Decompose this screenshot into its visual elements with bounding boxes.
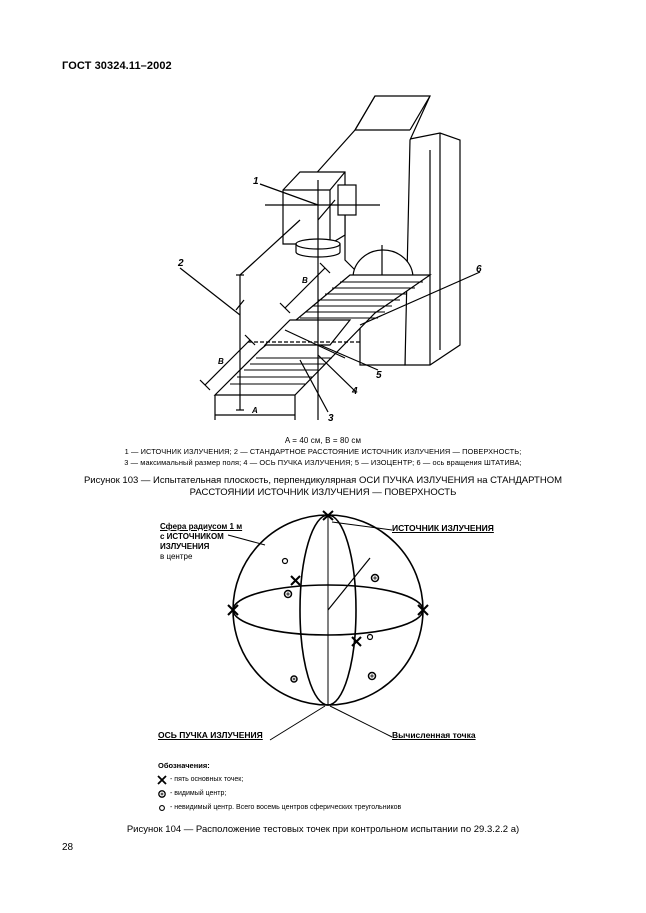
figure-103-legend-line1: 1 — ИСТОЧНИК ИЗЛУЧЕНИЯ; 2 — СТАНДАРТНОЕ РАССТОЯНИЕ ИСТОЧНИК ИЗЛУЧЕНИЯ — ПОВЕРХНОСТЬ;	[124, 447, 522, 456]
dim-b-label-top: B	[302, 276, 308, 285]
callout-4: 4	[352, 386, 358, 397]
dim-a-label: A	[252, 406, 258, 415]
legend-invisible-symbol	[160, 806, 165, 811]
figure-103-caption-line1: Рисунок 103 — Испытательная плоскость, перпендикулярная ОСИ ПУЧКА ИЗЛУЧЕНИЯ на СТАНДАРТНОМ	[83, 475, 563, 486]
label-radiation-source: ИСТОЧНИК ИЗЛУЧЕНИЯ	[392, 523, 494, 533]
legend-item-main-points: - пять основных точек;	[170, 776, 244, 783]
figure-103-legend-line2: 3 — максимальный размер поля; 4 — ОСЬ ПУЧКА ИЗЛУЧЕНИЯ; 5 — ИЗОЦЕНТР; 6 — ось вращения ШТАТИВА;	[124, 458, 522, 467]
callout-6: 6	[476, 264, 482, 275]
sphere-label-line3: ИЗЛУЧЕНИЯ	[160, 542, 210, 551]
sphere-label-block	[160, 522, 242, 562]
main-point-back	[291, 576, 300, 585]
beam-axis-radius	[328, 558, 370, 610]
callout-2: 2	[178, 258, 184, 269]
legend-item-invisible-center: - невидимый центр. Всего восемь центров сферических треугольников	[170, 804, 402, 811]
callout-5: 5	[376, 370, 382, 381]
invisible-center	[283, 559, 288, 564]
sphere-label-line1: Сфера радиусом 1 м	[160, 522, 243, 531]
sphere-label-line4: в центре	[160, 552, 193, 561]
figure-103-dims: A = 40 см, B = 80 см	[284, 436, 362, 445]
figure-103-caption-line2: РАССТОЯНИИ ИСТОЧНИК ИЗЛУЧЕНИЯ — ПОВЕРХНОСТЬ	[189, 487, 457, 498]
label-calculated-point: Вычисленная точка	[392, 730, 476, 740]
legend-title: Обозначения:	[158, 761, 210, 770]
legend-item-visible-center: - видимый центр;	[170, 790, 227, 797]
figure-104-caption: Рисунок 104 — Расположение тестовых точек при контрольном испытании по 29.3.2.2 а)	[126, 824, 520, 835]
dim-b-label-left: B	[218, 357, 224, 366]
document-header: ГОСТ 30324.11–2002	[62, 60, 172, 72]
sphere-label-line2: с ИСТОЧНИКОМ	[160, 532, 224, 541]
main-point-front	[352, 637, 361, 646]
page-number: 28	[62, 842, 74, 853]
callout-1: 1	[253, 176, 259, 187]
callout-3: 3	[328, 413, 334, 424]
legend-x-symbol	[158, 776, 166, 784]
label-beam-axis: ОСЬ ПУЧКА ИЗЛУЧЕНИЯ	[158, 730, 263, 740]
invisible-center	[368, 635, 373, 640]
